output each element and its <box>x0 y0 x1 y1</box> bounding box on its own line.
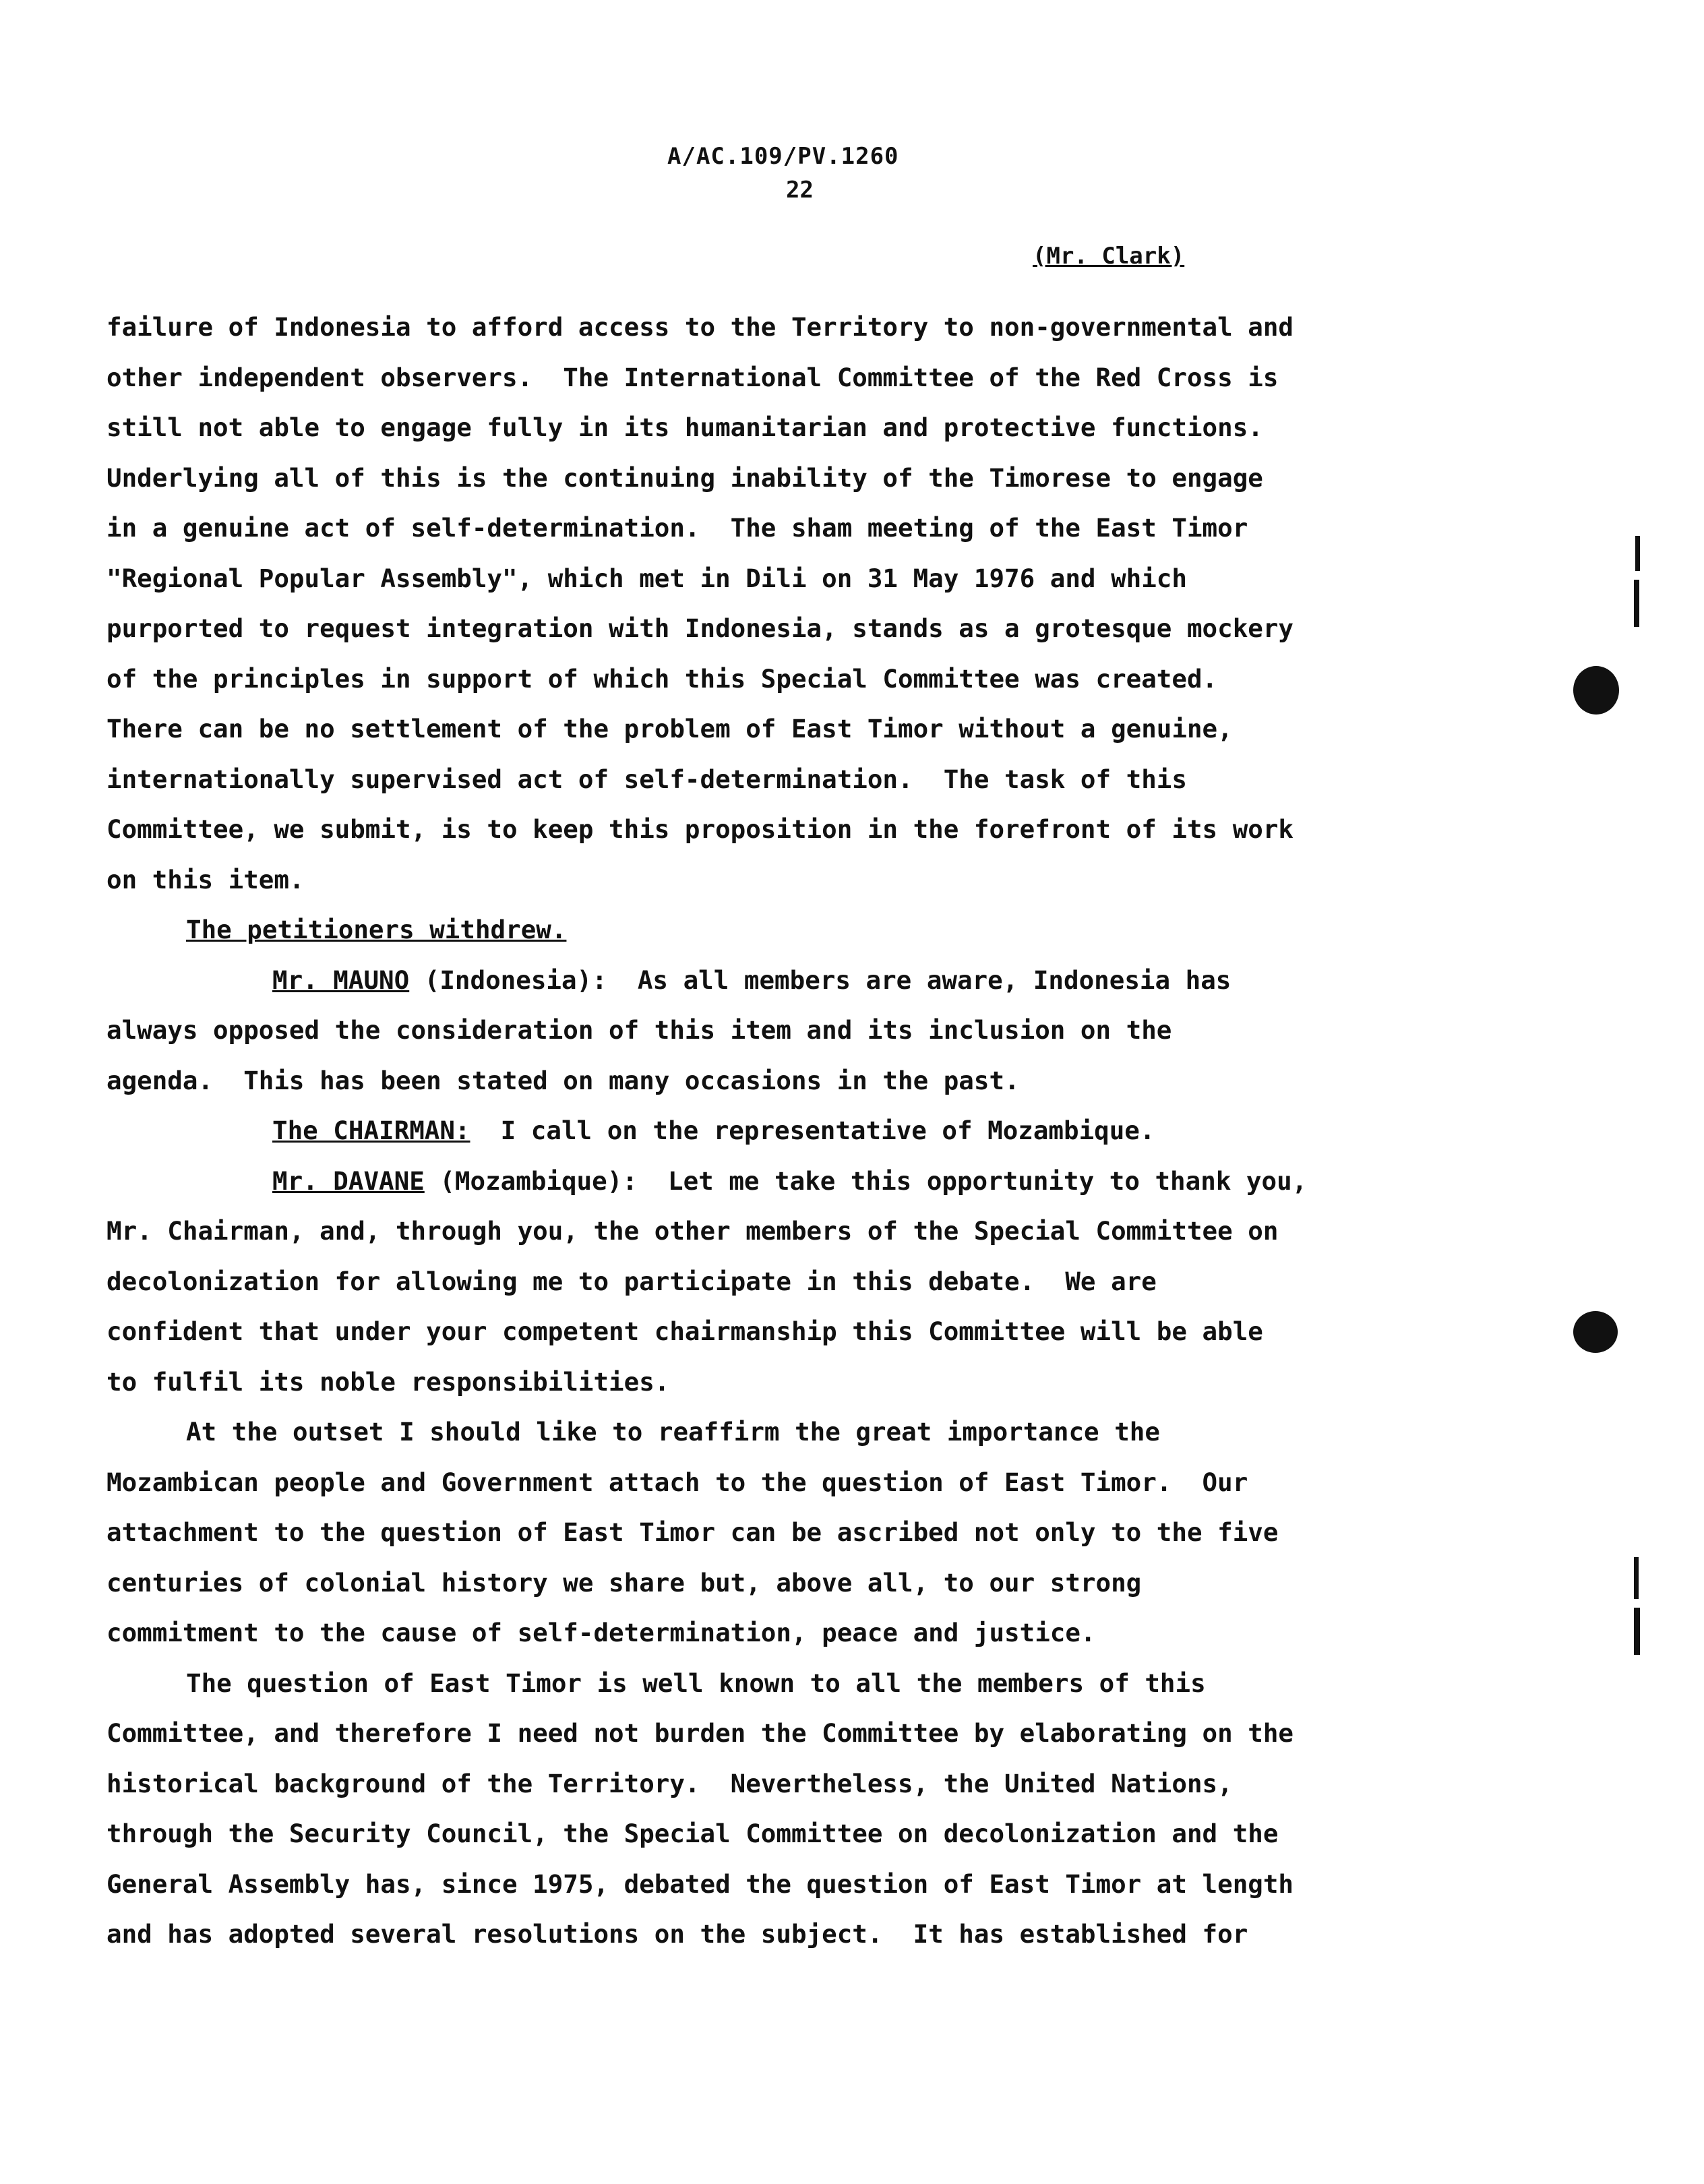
text-line: There can be no settlement of the problem of East Timor without a genuine, <box>106 714 1233 744</box>
punch-hole-mark <box>1573 666 1619 715</box>
scan-mark <box>1635 536 1640 571</box>
speaker-line <box>106 1105 1455 1156</box>
running-speaker-name: (Mr. Clark) <box>1033 243 1185 270</box>
text-line: centuries of colonial history we share but, above all, to our strong <box>106 1567 1142 1598</box>
stage-direction <box>106 905 1455 955</box>
text-line: Mr. Chairman, and, through you, the other members of the Special Committee on <box>106 1216 1279 1246</box>
speaker-line <box>106 1156 1455 1207</box>
text-line: "Regional Popular Assembly", which met in Dili on 31 May 1976 and which <box>106 563 1187 593</box>
text-line: attachment to the question of East Timor can be ascribed not only to the five <box>106 1517 1279 1547</box>
document-symbol: A/AC.109/PV.1260 <box>667 143 899 170</box>
speaker-name: Mr. DAVANE <box>272 1165 425 1196</box>
text-line: Committee, we submit, is to keep this proposition in the forefront of its work <box>106 814 1294 844</box>
text-line: to fulfil its noble responsibilities. <box>106 1366 670 1397</box>
text-line: in a genuine act of self-determination. The sham meeting of the East Timor <box>106 513 1248 543</box>
page-number: 22 <box>786 177 814 204</box>
text-line: General Assembly has, since 1975, debated the question of East Timor at length <box>106 1869 1294 1899</box>
punch-hole-mark <box>1573 1311 1618 1353</box>
text-line: purported to request integration with Indonesia, stands as a grotesque mockery <box>106 613 1294 643</box>
text-line: The question of East Timor is well known to all the members of this <box>186 1668 1206 1698</box>
speaker-line-text: I call on the representative of Mozambique. <box>470 1116 1155 1145</box>
text-line: Mozambican people and Government attach to the question of East Timor. Our <box>106 1467 1248 1497</box>
scan-mark <box>1634 1608 1640 1655</box>
body-text <box>106 302 1455 1960</box>
text-line: of the principles in support of which this Special Committee was created. <box>106 663 1218 694</box>
speaker-name: Mr. MAUNO <box>272 965 410 995</box>
text-line: Committee, and therefore I need not burden the Committee by elaborating on the <box>106 1718 1294 1748</box>
text-line: through the Security Council, the Special Committee on decolonization and the <box>106 1819 1279 1848</box>
text-line: failure of Indonesia to afford access to the Territory to non-governmental and <box>106 312 1294 342</box>
text-line: internationally supervised act of self-determination. The task of this <box>106 764 1187 794</box>
text-line: always opposed the consideration of this item and its inclusion on the <box>106 1015 1172 1045</box>
text-line: confident that under your competent chairmanship this Committee will be able <box>106 1316 1263 1346</box>
speaker-name: The CHAIRMAN: <box>272 1116 470 1145</box>
text-line: other independent observers. The International Committee of the Red Cross is <box>106 362 1279 392</box>
speaker-line-text: (Mozambique): Let me take this opportunity to thank you, <box>424 1165 1308 1196</box>
text-line: historical background of the Territory. Nevertheless, the United Nations, <box>106 1768 1233 1798</box>
stage-direction-text: The petitioners withdrew. <box>186 915 567 944</box>
running-speaker-header <box>1033 243 1184 270</box>
text-line: commitment to the cause of self-determination, peace and justice. <box>106 1618 1096 1647</box>
text-line: still not able to engage fully in its humanitarian and protective functions. <box>106 413 1263 442</box>
text-line: decolonization for allowing me to participate in this debate. We are <box>106 1266 1157 1296</box>
speaker-line-text: (Indonesia): As all members are aware, Indonesia has <box>409 965 1231 995</box>
speaker-line <box>106 955 1455 1006</box>
text-line: agenda. This has been stated on many occasions in the past. <box>106 1065 1020 1095</box>
scan-mark <box>1634 580 1639 627</box>
text-line: on this item. <box>106 864 305 894</box>
text-line: and has adopted several resolutions on the subject. It has established for <box>106 1919 1248 1949</box>
scan-mark <box>1634 1557 1639 1599</box>
text-line: Underlying all of this is the continuing inability of the Timorese to engage <box>106 462 1263 493</box>
text-line: At the outset I should like to reaffirm the great importance the <box>186 1417 1160 1447</box>
